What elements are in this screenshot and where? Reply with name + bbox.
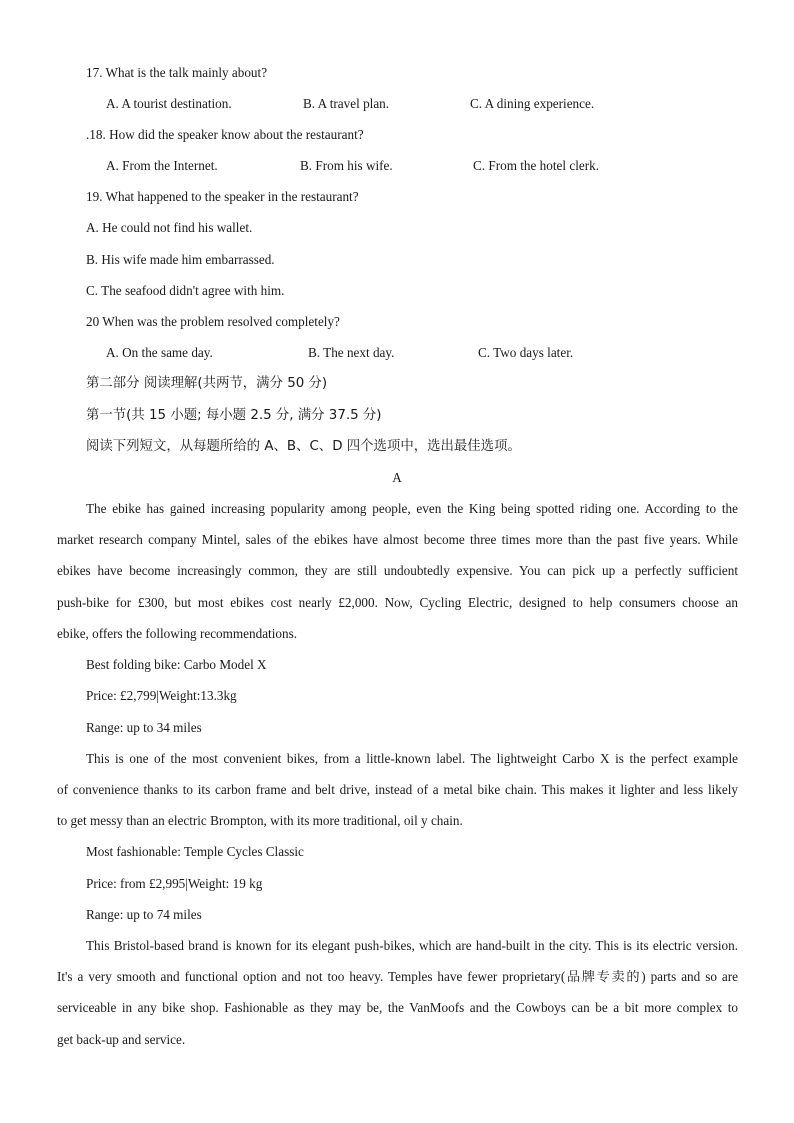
part-title: 第二部分 阅读理解(共两节，满分 50 分) bbox=[86, 376, 328, 391]
bike1-range: Range: up to 34 miles bbox=[86, 720, 202, 735]
question-17-option-c: C. A dining experience. bbox=[470, 96, 595, 111]
paragraph-line: push-bike for £300, but most ebikes cost nearly £2,000. Now, Cycling Electric, designed to help consumers choose an bbox=[57, 594, 738, 610]
paragraph-line: to get messy than an electric Brompton, with its more traditional, oil y chain. bbox=[57, 813, 463, 829]
instruction: 阅读下列短文，从每题所给的 A、B、C、D 四个选项中，选出最佳选项。 bbox=[86, 439, 521, 454]
paragraph-line: This Bristol-based brand is known for its elegant push-bikes, which are hand-built in the city. This is its electric version. bbox=[86, 938, 738, 953]
question-17-option-a: A. A tourist destination. bbox=[106, 96, 232, 111]
bike2-heading: Most fashionable: Temple Cycles Classic bbox=[86, 844, 304, 859]
bike1-heading: Best folding bike: Carbo Model X bbox=[86, 657, 267, 672]
question-19-option-a: A. He could not find his wallet. bbox=[86, 220, 253, 235]
question-19-option-b: B. His wife made him embarrassed. bbox=[86, 252, 275, 267]
paragraph-line: The ebike has gained increasing popularity among people, even the King being spotted riding one. According to the bbox=[86, 501, 738, 516]
question-18-option-b: B. From his wife. bbox=[300, 158, 393, 173]
paragraph-line: ebike, offers the following recommendations. bbox=[57, 625, 297, 641]
question-20-stem: 20 When was the problem resolved completely? bbox=[86, 314, 340, 329]
paragraph-line: ebikes have become increasingly common, they are still undoubtedly expensive. You can pick up a perfectly sufficient bbox=[57, 563, 738, 579]
question-20-option-a: A. On the same day. bbox=[106, 345, 213, 360]
question-18-option-c: C. From the hotel clerk. bbox=[473, 158, 599, 173]
bike1-description bbox=[57, 750, 738, 844]
question-18-stem: .18. How did the speaker know about the restaurant? bbox=[86, 127, 364, 142]
question-17-stem: 17. What is the talk mainly about? bbox=[86, 65, 268, 80]
subsection-title: 第一节(共 15 小题; 每小题 2.5 分, 满分 37.5 分) bbox=[86, 408, 382, 423]
paragraph-line: serviceable in any bike shop. Fashionable as they may be, the VanMoofs and the Cowboys can be a bit more complex to bbox=[57, 1000, 738, 1016]
question-17-option-b: B. A travel plan. bbox=[303, 96, 390, 111]
question-20-option-b: B. The next day. bbox=[308, 345, 395, 360]
question-19-option-c: C. The seafood didn't agree with him. bbox=[86, 283, 285, 298]
bike1-price: Price: £2,799|Weight:13.3kg bbox=[86, 688, 237, 703]
bike2-price: Price: from £2,995|Weight: 19 kg bbox=[86, 876, 263, 891]
passage-intro-paragraph bbox=[57, 500, 738, 656]
paragraph-line: This is one of the most convenient bikes, from a little-known label. The lightweight Carbo X is the perfect example bbox=[86, 751, 738, 766]
question-18-option-a: A. From the Internet. bbox=[106, 158, 218, 173]
paragraph-line: market research company Mintel, sales of the ebikes have almost become three times more than the past five years. While bbox=[57, 532, 738, 548]
paragraph-line: get back-up and service. bbox=[57, 1031, 186, 1047]
question-19-stem: 19. What happened to the speaker in the restaurant? bbox=[86, 189, 359, 204]
bike2-range: Range: up to 74 miles bbox=[86, 907, 202, 922]
bike2-description bbox=[57, 937, 738, 1062]
passage-label: A bbox=[392, 470, 402, 485]
question-20-option-c: C. Two days later. bbox=[478, 345, 574, 360]
paragraph-line: of convenience thanks to its carbon frame and belt drive, instead of a metal bike chain. This makes it lighter and less likely bbox=[57, 782, 738, 798]
paragraph-line: It's a very smooth and functional option and not too heavy. Temples have fewer proprietary(品牌专卖的) parts and so are bbox=[57, 969, 738, 985]
